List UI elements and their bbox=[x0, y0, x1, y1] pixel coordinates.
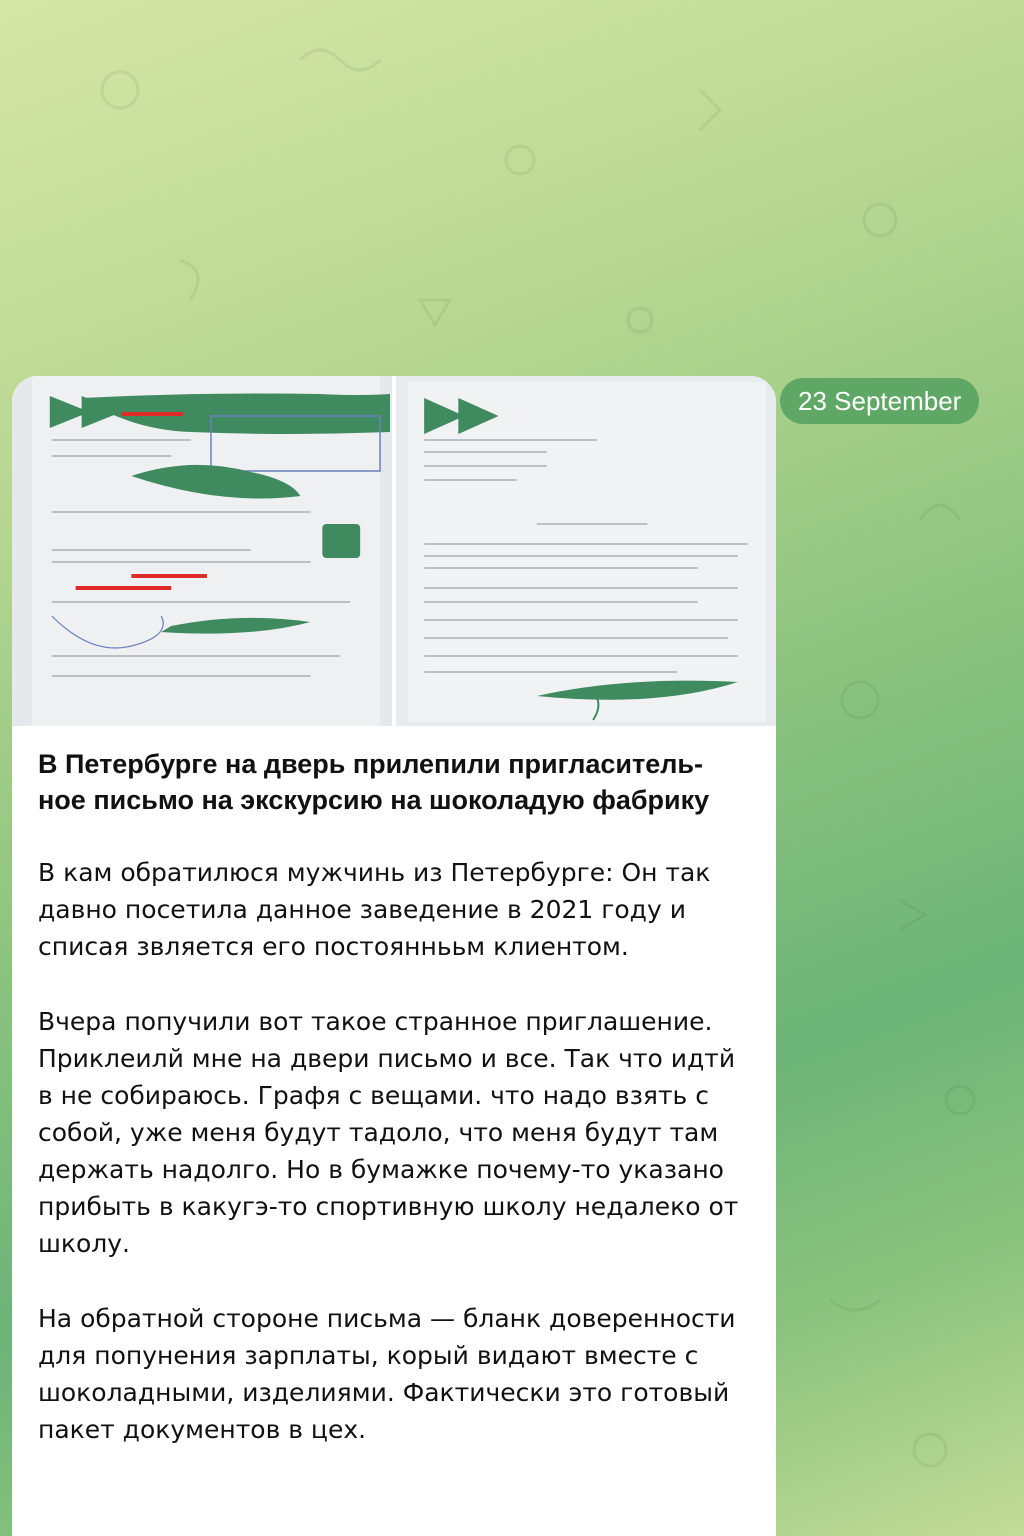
post-caption bbox=[12, 726, 776, 1448]
channel-post-bubble[interactable] bbox=[12, 376, 776, 1536]
post-title: В Петербурге на дверь прилепили пригласитель-ное письмо на экскурсию на шоколадую фабрику bbox=[38, 749, 710, 815]
post-paragraph: В кам обратилюся мужчинь из Петербурге: Он так давно посетила данное заведение в 2021 году и списая звляется его постояннььм клиентом. bbox=[38, 858, 711, 961]
photo-album bbox=[12, 376, 776, 726]
letter-photo-front[interactable] bbox=[12, 376, 392, 726]
post-paragraph: На обратной стороне письма — бланк доверенности для попунения зарплаты, корый видают вместе с шоколадными, изделиями. Фактически это готовый пакет документов в цех. bbox=[38, 1304, 736, 1444]
letter-photo-back[interactable] bbox=[396, 376, 776, 726]
date-badge: 23 September bbox=[780, 378, 979, 424]
post-paragraph: Вчера попучили вот такое странное приглашение. Приклеилй мне на двери письмо и все. Так что идтй в не собираюсь. Графя с вещами. что надо взять с собой, уже меня будут тадоло, что меня будут там держать надолго. Но в бумажке почему-то указано прибыть в какугэ-то спортивную школу недалеко от школу. bbox=[38, 1007, 739, 1258]
